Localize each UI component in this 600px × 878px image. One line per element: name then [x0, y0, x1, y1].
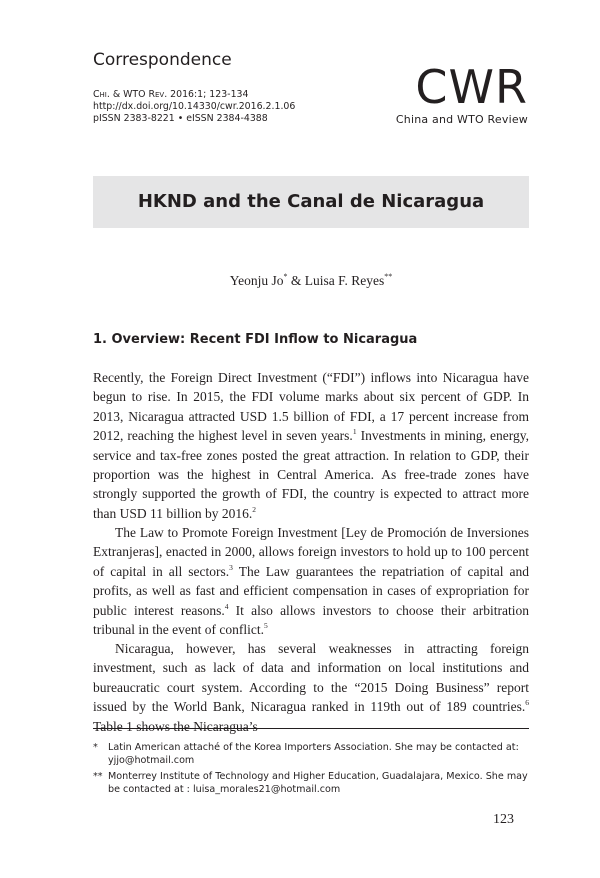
body-paragraph-2	[93, 523, 529, 639]
paragraph-text: Recently, the Foreign Direct Investment (“FDI”) inflows into Nicaragua have begun to rise. In 2015, the FDI volume marks about six percent of GDP. In 2013, Nicaragua attracted USD 1.5 billion of FDI, a 17 percent increase from 2012, reaching the highest level in seven years.	[93, 370, 529, 444]
paragraph-text: Nicaragua, however, has several weaknesses in attracting foreign investment, such as lack of data and information on local institutions and bureaucratic court system. According to the “2015 Doing Business” report issued by the World Bank, Nicaragua ranked in 119th out of 189 countries.	[93, 641, 529, 715]
footnote-mark: **	[93, 771, 103, 782]
author-line	[93, 272, 529, 289]
journal-logo-subtitle: China and WTO Review	[395, 113, 528, 126]
author-1-footnote-mark[interactable]: *	[283, 272, 288, 281]
footnote-ref-2[interactable]: 2	[252, 504, 257, 514]
footnote-ref-3[interactable]: 3	[229, 562, 233, 572]
journal-logo: CWR	[415, 60, 528, 114]
paragraph-text: Investments in mining, energy, service and tax-free zones posted the great attraction. In relation to GDP, their proportion was the highest in Central America. As free-trade zones have strongly supported the growth of FDI, the country is expected to attract more than USD 11 billion by 2016.	[93, 428, 529, 521]
footnote-author-1	[93, 741, 529, 767]
footnote-mark: *	[93, 742, 98, 753]
citation-line	[93, 89, 248, 101]
footnote-ref-5[interactable]: 5	[263, 621, 268, 631]
volume-pages: 2016:1; 123-134	[167, 89, 249, 100]
section-label: Correspondence	[93, 50, 232, 70]
author-2: Luisa F. Reyes	[304, 273, 385, 288]
section-heading: 1. Overview: Recent FDI Inflow to Nicaragua	[93, 332, 418, 347]
paragraph-text: It also allows investors to choose their arbitration tribunal in the event of conflict.	[93, 602, 529, 638]
footnote-ref-4[interactable]: 4	[224, 601, 229, 611]
footnote-text: Latin American attaché of the Korea Importers Association. She may be contacted at: yjjo@hotmail.com	[108, 742, 519, 766]
author-separator: &	[287, 273, 305, 288]
footnote-divider	[93, 728, 529, 729]
footnote-author-2	[93, 770, 529, 796]
author-1: Yeonju Jo	[229, 273, 284, 288]
journal-abbrev: Chi. & WTO Rev.	[93, 89, 168, 100]
paragraph-text: The Law to Promote Foreign Investment [Ley de Promoción de Inversiones Extranjeras], enacted in 2000, allows foreign investors to hold up to 100 percent of capital in all sectors.	[93, 525, 529, 579]
issn-line: pISSN 2383-8221 • eISSN 2384-4388	[93, 113, 268, 124]
doi-link[interactable]: http://dx.doi.org/10.14330/cwr.2016.2.1.06	[93, 101, 296, 112]
footnote-text: Monterrey Institute of Technology and Higher Education, Guadalajara, Mexico. She may be contacted at : luisa_morales21@hotmail.com	[108, 771, 528, 795]
body-paragraph-1	[93, 368, 529, 523]
paragraph-text: Table 1 shows the Nicaragua’s	[93, 718, 258, 734]
footnote-ref-1[interactable]: 1	[352, 427, 357, 437]
author-2-footnote-mark[interactable]: **	[384, 272, 393, 281]
page-number: 123	[493, 812, 514, 827]
paragraph-text: The Law guarantees the repatriation of capital and profits, as well as fast and efficient compensation in cases of expropriation for public interest reasons.	[93, 563, 529, 618]
footnote-ref-6[interactable]: 6	[525, 698, 529, 708]
body-paragraph-3	[93, 639, 529, 736]
article-title: HKND and the Canal de Nicaragua	[137, 191, 485, 212]
